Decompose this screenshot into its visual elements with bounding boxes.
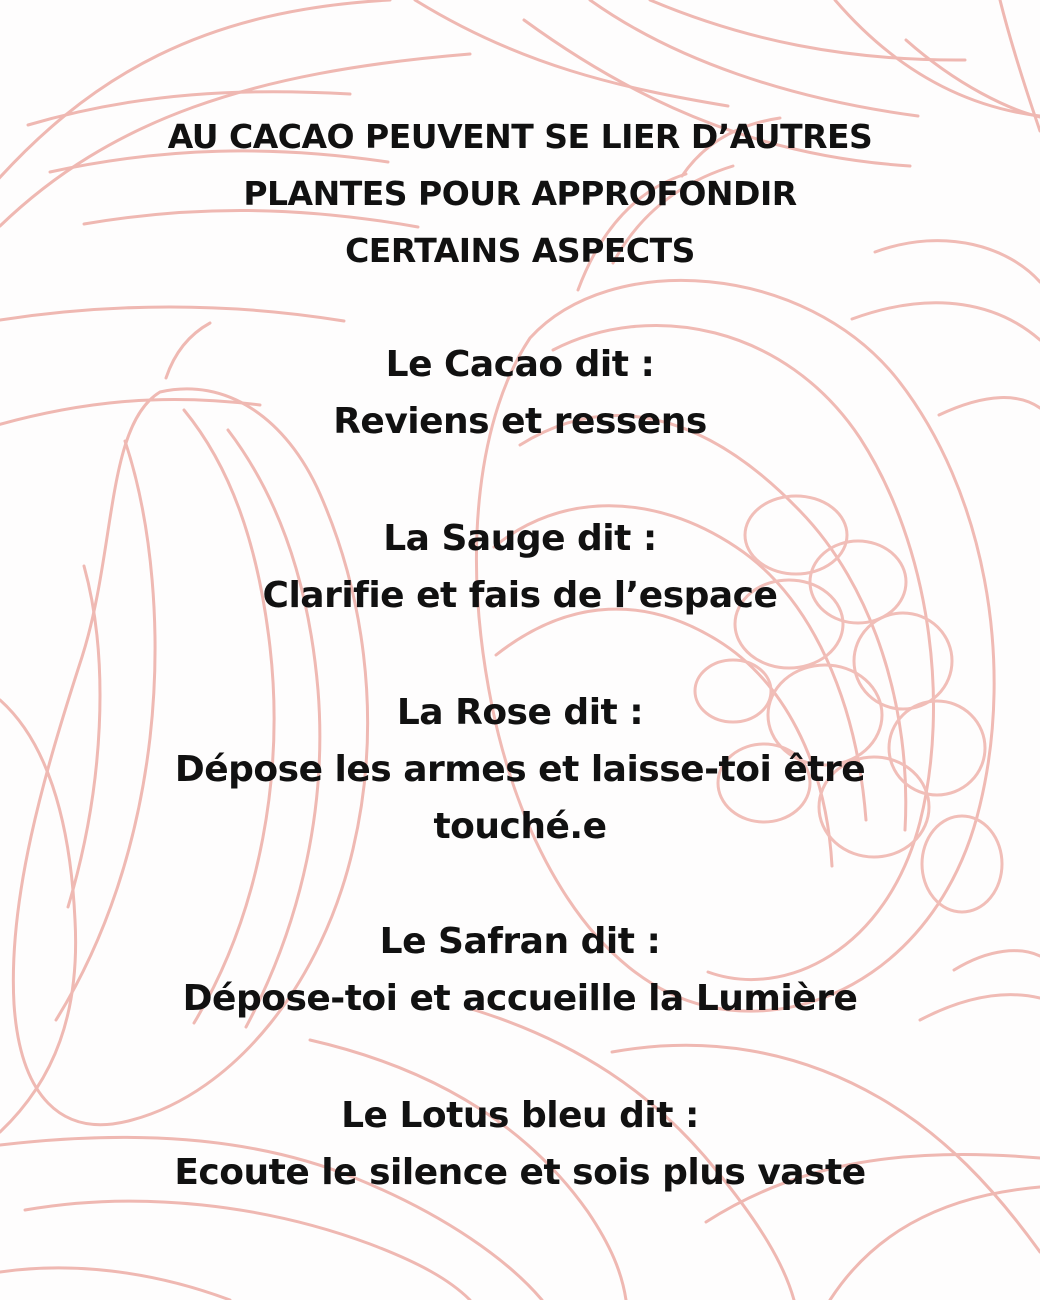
title-line: PLANTES POUR APPROFONDIR: [243, 174, 797, 213]
lotus-bleu-quote: [60, 1087, 980, 1201]
quote-speaker: Le Safran dit :: [379, 921, 661, 962]
quote-message: Ecoute le silence et sois plus vaste: [174, 1152, 866, 1193]
quote-message: Clarifie et fais de l’espace: [262, 575, 778, 616]
safran-quote: [60, 913, 980, 1027]
quote-message-line: touché.e: [433, 806, 607, 847]
quote-speaker: Le Lotus bleu dit :: [341, 1095, 699, 1136]
quote-message: Dépose-toi et accueille la Lumière: [182, 978, 858, 1019]
quote-message-line: Dépose les armes et laisse-toi être: [174, 749, 866, 790]
rose-quote: [60, 684, 980, 855]
sauge-quote: [60, 510, 980, 624]
quote-message: Reviens et ressens: [333, 401, 707, 442]
quote-speaker: Le Cacao dit :: [385, 344, 655, 385]
title-line: AU CACAO PEUVENT SE LIER D’AUTRES: [167, 117, 873, 156]
title-line: CERTAINS ASPECTS: [345, 231, 695, 270]
cacao-quote: [60, 336, 980, 450]
quote-speaker: La Sauge dit :: [383, 518, 657, 559]
poster-title: [70, 108, 970, 279]
quote-speaker: La Rose dit :: [396, 692, 644, 733]
